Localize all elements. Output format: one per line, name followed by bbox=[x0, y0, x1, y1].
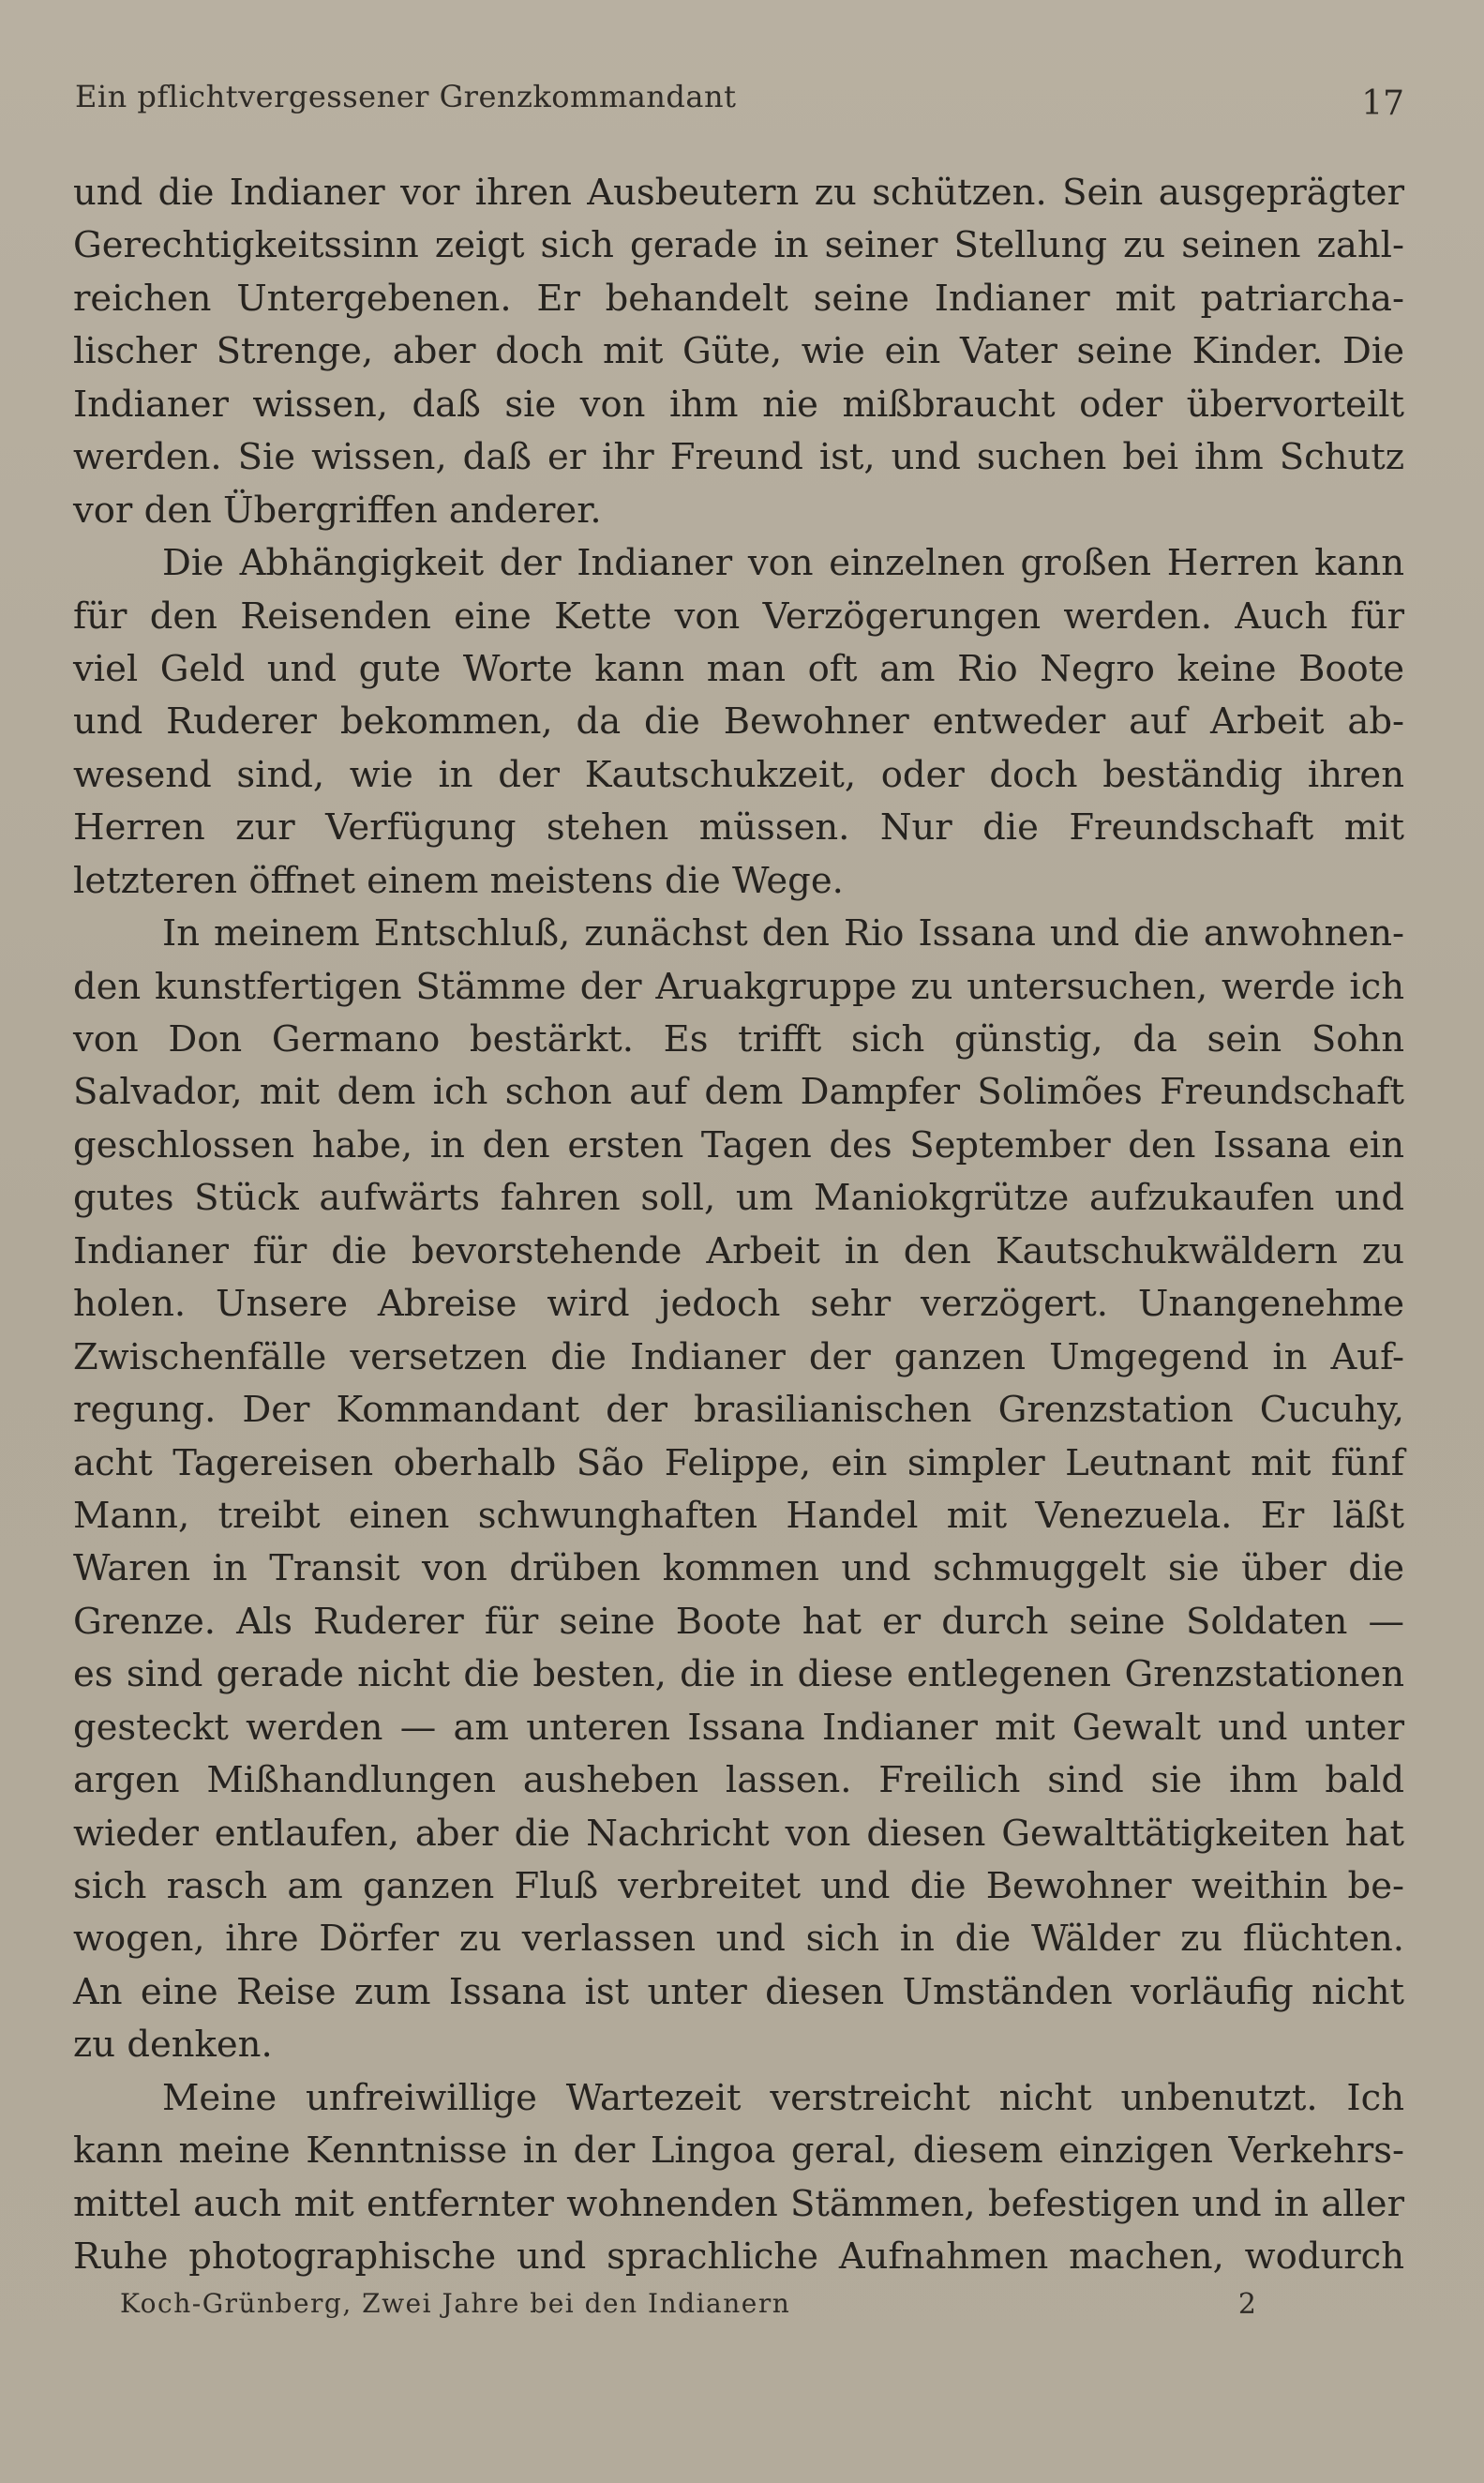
text-line: In meinem Entschluß, zunächst den Rio Issana und die anwohnen- bbox=[162, 912, 1404, 956]
text-line: Die Abhängigkeit der Indianer von einzelnen großen Herren kann bbox=[162, 542, 1404, 585]
text-line: für den Reisenden eine Kette von Verzögerungen werden. Auch für bbox=[73, 594, 1404, 638]
text-line: gesteckt werden — am unteren Issana Indianer mit Gewalt und unter bbox=[73, 1706, 1404, 1749]
text-line: Gerechtigkeitssinn zeigt sich gerade in seiner Stellung zu seinen zahl- bbox=[73, 224, 1404, 267]
text-line: Waren in Transit von drüben kommen und schmuggelt sie über die bbox=[73, 1547, 1404, 1590]
text-line: Indianer für die bevorstehende Arbeit in den Kautschukwäldern zu bbox=[73, 1229, 1404, 1272]
text-line: Mann, treibt einen schwunghaften Handel mit Venezuela. Er läßt bbox=[73, 1494, 1404, 1537]
page-number: 17 bbox=[1361, 84, 1404, 123]
text-line: letzteren öffnet einem meistens die Wege. bbox=[73, 859, 844, 902]
text-line: Ruhe photographische und sprachliche Aufnahmen machen, wodurch bbox=[73, 2235, 1404, 2279]
text-line: Herren zur Verfügung stehen müssen. Nur die Freundschaft mit bbox=[73, 806, 1404, 850]
text-line: acht Tagereisen oberhalb São Felippe, ein simpler Leutnant mit fünf bbox=[73, 1441, 1404, 1484]
text-line: gutes Stück aufwärts fahren soll, um Maniokgrütze aufzukaufen und bbox=[73, 1177, 1404, 1220]
text-line: Grenze. Als Ruderer für seine Boote hat er durch seine Soldaten — bbox=[73, 1600, 1404, 1643]
text-line: sich rasch am ganzen Fluß verbreitet und die Bewohner weithin be- bbox=[73, 1865, 1404, 1907]
text-line: argen Mißhandlungen ausheben lassen. Freilich sind sie ihm bald bbox=[73, 1759, 1404, 1802]
text-line: viel Geld und gute Worte kann man oft am Rio Negro keine Boote bbox=[73, 647, 1404, 690]
text-line: regung. Der Kommandant der brasilianischen Grenzstation Cucuhy, bbox=[73, 1389, 1404, 1432]
text-line: kann meine Kenntnisse in der Lingoa geral, diesem einzigen Verkehrs- bbox=[73, 2129, 1404, 2173]
signature-mark: 2 bbox=[1237, 2288, 1256, 2321]
text-line: wogen, ihre Dörfer zu verlassen und sich in die Wälder zu flüchten. bbox=[73, 1918, 1404, 1961]
text-line: wesend sind, wie in der Kautschukzeit, oder doch beständig ihren bbox=[73, 753, 1404, 796]
text-line: den kunstfertigen Stämme der Aruakgruppe zu untersuchen, werde ich bbox=[73, 965, 1404, 1008]
text-line: von Don Germano bestärkt. Es trifft sich günstig, da sein Sohn bbox=[73, 1018, 1404, 1061]
text-line: und die Indianer vor ihren Ausbeutern zu schützen. Sein ausgeprägter bbox=[73, 172, 1404, 214]
text-line: Indianer wissen, daß sie von ihm nie mißbraucht oder übervorteilt bbox=[73, 383, 1404, 426]
text-line: reichen Untergebenen. Er behandelt seine Indianer mit patriarcha- bbox=[73, 277, 1404, 320]
running-title: Ein pflichtvergessener Grenzkommandant bbox=[75, 79, 737, 114]
text-line: mittel auch mit entfernter wohnenden Stämmen, befestigen und in aller bbox=[73, 2182, 1404, 2225]
text-line: vor den Übergriffen anderer. bbox=[73, 489, 602, 532]
text-line: lischer Strenge, aber doch mit Güte, wie ein Vater seine Kinder. Die bbox=[73, 330, 1404, 373]
text-line: zu denken. bbox=[73, 2024, 273, 2067]
text-line: holen. Unsere Abreise wird jedoch sehr verzögert. Unangenehme bbox=[73, 1283, 1404, 1326]
text-line: Salvador, mit dem ich schon auf dem Dampfer Solimões Freundschaft bbox=[73, 1071, 1404, 1114]
text-line: Meine unfreiwillige Wartezeit verstreicht nicht unbenutzt. Ich bbox=[162, 2076, 1404, 2119]
body-text bbox=[73, 167, 1404, 2284]
text-line: wieder entlaufen, aber die Nachricht von diesen Gewalttätigkeiten hat bbox=[73, 1812, 1404, 1855]
text-line: und Ruderer bekommen, da die Bewohner entweder auf Arbeit ab- bbox=[73, 700, 1404, 744]
text-line: An eine Reise zum Issana ist unter diesen Umständen vorläufig nicht bbox=[73, 1970, 1404, 2013]
footer-signature: Koch-Grünberg, Zwei Jahre bei den Indianern bbox=[120, 2288, 791, 2319]
footer bbox=[120, 2288, 1256, 2325]
text-line: Zwischenfälle versetzen die Indianer der ganzen Umgegend in Auf- bbox=[73, 1335, 1404, 1378]
text-line: geschlossen habe, in den ersten Tagen des September den Issana ein bbox=[73, 1123, 1404, 1166]
text-line: es sind gerade nicht die besten, die in diese entlegenen Grenzstationen bbox=[73, 1653, 1404, 1696]
running-head bbox=[75, 79, 1404, 126]
text-line: werden. Sie wissen, daß er ihr Freund ist, und suchen bei ihm Schutz bbox=[73, 436, 1404, 479]
